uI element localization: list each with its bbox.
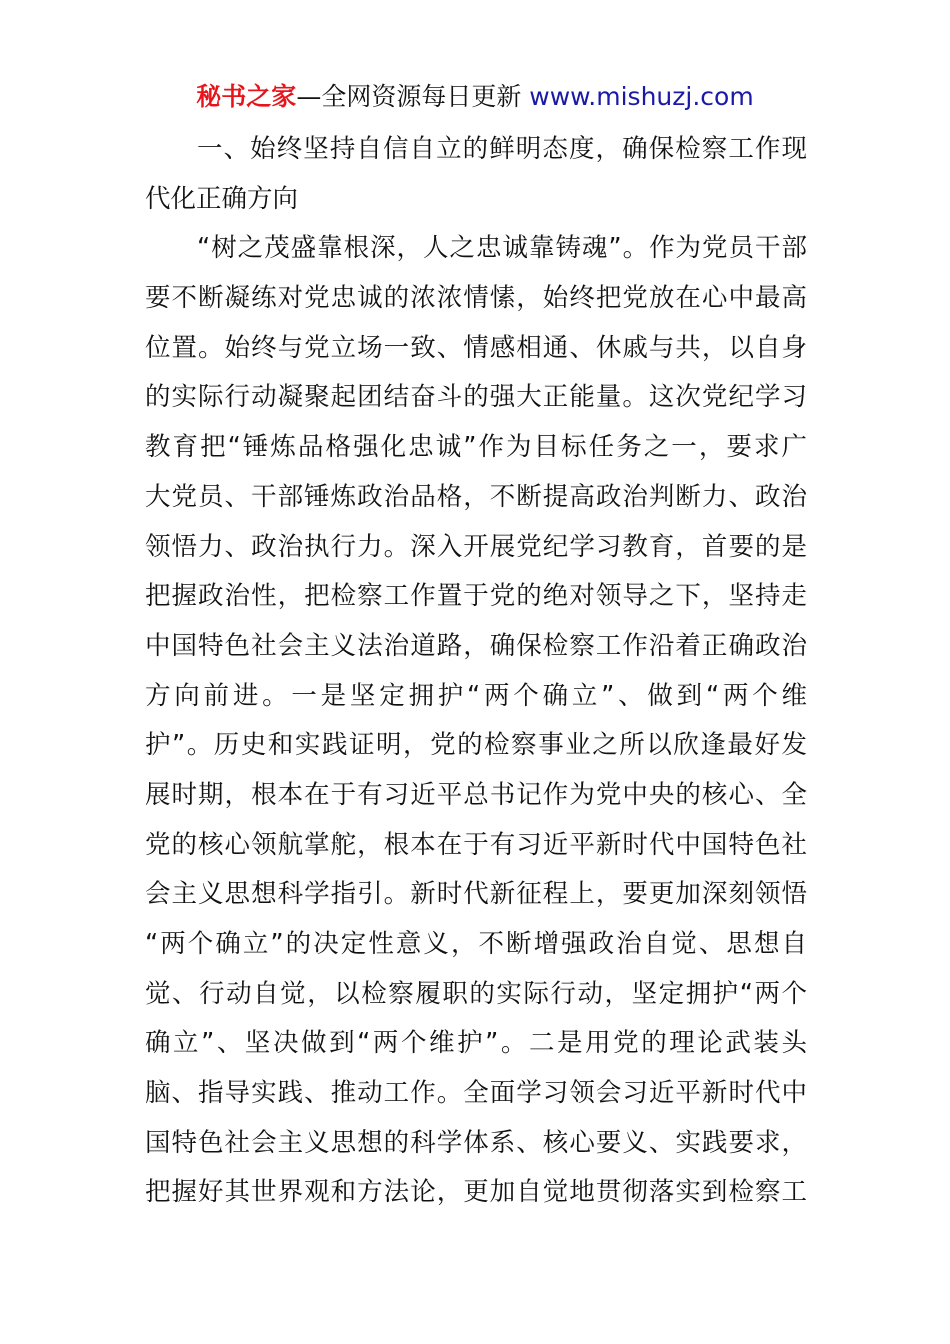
paragraph-line: 党的核心领航掌舵，根本在于有习近平新时代中国特色社	[145, 829, 807, 860]
paragraph-line: 位置。始终与党立场一致、情感相通、休戚与共，以自身	[145, 332, 807, 363]
paragraph-line: “树之茂盛靠根深，人之忠诚靠铸魂”。作为党员干部	[197, 233, 807, 264]
heading-line: 代化正确方向	[145, 183, 299, 214]
heading-line: 一、始终坚持自信自立的鲜明态度，确保检察工作现	[197, 134, 807, 164]
paragraph-line: “两个确立”的决定性意义，不断增强政治自觉、思想自	[145, 929, 807, 959]
paragraph-line: 确立”、坚决做到“两个维护”。二是用党的理论武装头	[145, 1028, 807, 1059]
header-tagline: —全网资源每日更新	[296, 82, 530, 111]
paragraph-line: 中国特色社会主义法治道路，确保检察工作沿着正确政治	[145, 630, 807, 661]
brand-name: 秘书之家	[196, 82, 297, 111]
site-url-link[interactable]: www.mishuzj.com	[529, 82, 754, 111]
paragraph-line: 方向前进。一是坚定拥护“两个确立”、做到“两个维	[145, 680, 807, 711]
section-heading	[145, 125, 807, 224]
paragraph-line: 把握好其世界观和方法论，更加自觉地贯彻落实到检察工	[145, 1177, 807, 1208]
paragraph-line: 要不断凝练对党忠诚的浓浓情愫，始终把党放在心中最高	[145, 283, 807, 314]
paragraph-line: 的实际行动凝聚起团结奋斗的强大正能量。这次党纪学习	[145, 382, 807, 413]
document-body	[145, 125, 807, 1218]
paragraph-line: 会主义思想科学指引。新时代新征程上，要更加深刻领悟	[145, 879, 807, 910]
paragraph-line: 展时期，根本在于有习近平总书记作为党中央的核心、全	[145, 779, 807, 810]
paragraph-line: 把握政治性，把检察工作置于党的绝对领导之下，坚持走	[145, 581, 807, 612]
paragraph-line: 领悟力、政治执行力。深入开展党纪学习教育，首要的是	[145, 531, 807, 562]
paragraph-line: 觉、行动自觉，以检察履职的实际行动，坚定拥护“两个	[145, 978, 807, 1009]
paragraph-line: 国特色社会主义思想的科学体系、核心要义、实践要求，	[145, 1127, 807, 1158]
body-paragraph	[145, 224, 807, 1218]
site-header	[0, 80, 950, 114]
paragraph-line: 大党员、干部锤炼政治品格，不断提高政治判断力、政治	[145, 481, 807, 512]
paragraph-line: 护”。历史和实践证明，党的检察事业之所以欣逢最好发	[145, 730, 807, 761]
paragraph-line: 教育把“锤炼品格强化忠诚”作为目标任务之一，要求广	[145, 432, 807, 463]
paragraph-line: 脑、指导实践、推动工作。全面学习领会习近平新时代中	[145, 1078, 807, 1109]
